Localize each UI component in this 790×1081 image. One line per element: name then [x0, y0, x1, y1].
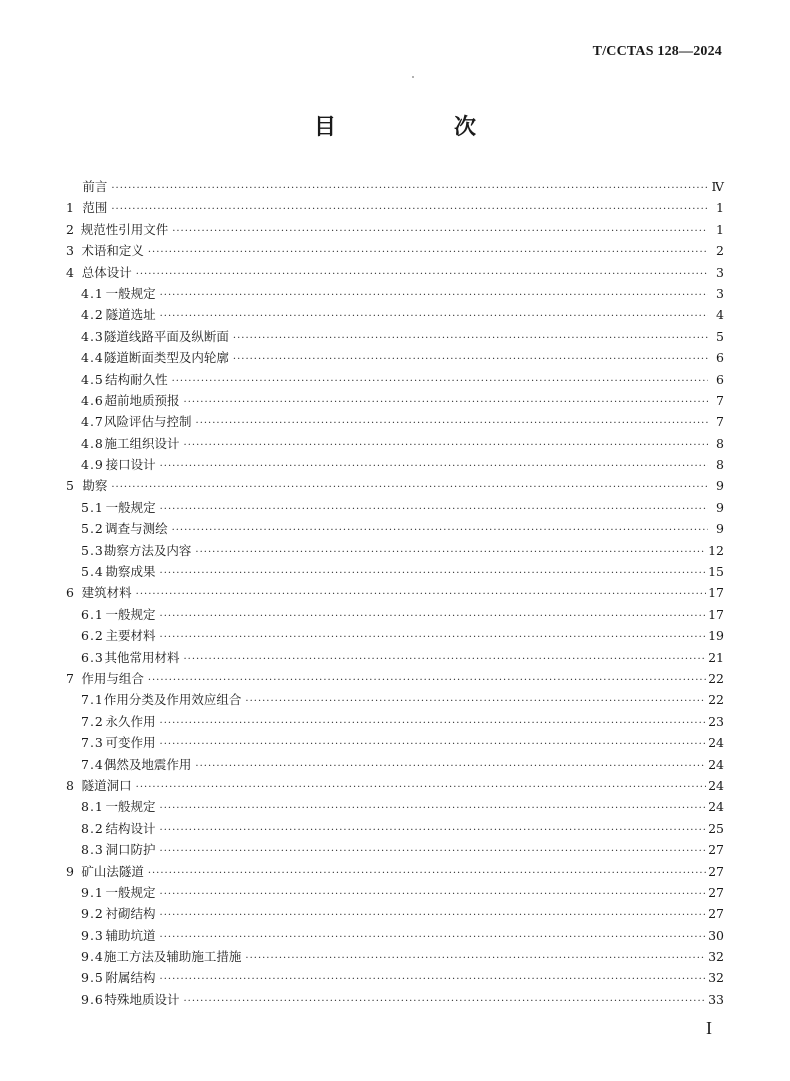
toc-entry-page: 3 — [716, 264, 724, 280]
toc-entry-title: 隧道洞口 — [81, 777, 132, 793]
toc-entry-number: 5.1 — [81, 499, 104, 515]
dot-leader — [111, 178, 708, 199]
dot-leader — [245, 691, 706, 712]
toc-entry-title: 术语和定义 — [81, 243, 144, 259]
toc-entry-title: 超前地质预报 — [104, 392, 180, 408]
toc-entry-title: 附属结构 — [105, 970, 156, 986]
toc-entry-page: 3 — [716, 285, 724, 301]
toc-entry[interactable] — [66, 754, 724, 775]
toc-entry[interactable] — [66, 497, 724, 518]
toc-entry[interactable] — [66, 689, 724, 710]
toc-entry[interactable] — [66, 475, 724, 496]
toc-entry[interactable] — [66, 369, 724, 390]
toc-entry-page: 8 — [716, 435, 724, 451]
dot-leader — [160, 969, 707, 990]
toc-entry-page: 27 — [708, 842, 724, 858]
toc-entry-page: 9 — [716, 478, 724, 494]
toc-entry-title: 隧道线路平面及纵断面 — [103, 328, 229, 344]
dot-leader — [160, 841, 707, 862]
toc-entry-title: 勘察成果 — [105, 564, 156, 580]
dot-leader — [160, 713, 707, 734]
dot-leader — [111, 199, 708, 220]
toc-entry-number: 9.6 — [81, 991, 104, 1007]
toc-entry[interactable] — [66, 326, 724, 347]
toc-entry-number: 8 — [66, 777, 74, 793]
toc-entry-page: 27 — [708, 863, 724, 879]
toc-entry-title: 一般规定 — [105, 499, 156, 515]
dot-leader — [160, 798, 707, 819]
toc-entry-title: 隧道断面类型及内轮廓 — [103, 350, 229, 366]
dot-leader — [136, 264, 708, 285]
toc-entry-number: 4.6 — [81, 392, 104, 408]
toc-entry-title: 主要材料 — [105, 628, 156, 644]
toc-entry-page: 23 — [708, 713, 724, 729]
dot-leader — [172, 221, 708, 242]
toc-entry-number: 5 — [66, 478, 74, 494]
toc-entry-title: 结构耐久性 — [105, 371, 168, 387]
toc-entry[interactable] — [66, 390, 724, 411]
toc-entry-title: 总体设计 — [81, 264, 132, 280]
toc-entry-page: 6 — [716, 371, 724, 387]
toc-entry-title: 规范性引用文件 — [80, 221, 169, 237]
toc-entry-page: 8 — [716, 457, 724, 473]
toc-entry[interactable] — [66, 518, 724, 539]
toc-entry[interactable] — [66, 433, 724, 454]
toc-entry-number: 4.4 — [81, 350, 104, 366]
toc-entry-number: 4.2 — [81, 307, 104, 323]
dot-leader — [160, 884, 707, 905]
dot-leader — [160, 563, 707, 584]
toc-entry-title: 偶然及地震作用 — [103, 756, 192, 772]
toc-entry-title: 洞口防护 — [105, 842, 156, 858]
toc-entry[interactable] — [66, 711, 724, 732]
toc-entry-page: 27 — [708, 906, 724, 922]
toc-entry[interactable] — [66, 347, 724, 368]
toc-entry-number: 7.1 — [81, 692, 104, 708]
toc-entry-number: 4.1 — [81, 285, 104, 301]
dot-leader — [233, 328, 708, 349]
toc-entry-title: 范围 — [82, 200, 108, 216]
toc-entry-number: 7.2 — [81, 713, 104, 729]
toc-entry-title: 矿山法隧道 — [81, 863, 144, 879]
toc-entry-title: 一般规定 — [105, 884, 156, 900]
toc-entry-title: 作用分类及作用效应组合 — [103, 692, 242, 708]
toc-entry[interactable] — [66, 240, 724, 261]
toc-entry[interactable] — [66, 989, 724, 1010]
toc-entry-title: 前言 — [82, 179, 108, 194]
toc-entry-number: 6.3 — [81, 649, 104, 665]
dot-leader — [183, 991, 706, 1012]
toc-entry-title: 可变作用 — [105, 735, 156, 751]
toc-entry-number: 6.1 — [81, 606, 104, 622]
toc-entry-title: 调查与测绘 — [105, 521, 168, 537]
toc-entry[interactable] — [66, 411, 724, 432]
toc-entry[interactable] — [66, 796, 724, 817]
toc-entry-number: 7 — [66, 670, 74, 686]
toc-entry-page: 24 — [708, 735, 724, 751]
toc-entry-title: 作用与组合 — [81, 670, 144, 686]
toc-entry[interactable] — [66, 625, 724, 646]
toc-entry-number: 7.3 — [81, 735, 104, 751]
toc-entry-number: 4 — [66, 264, 74, 280]
toc-entry-title: 施工组织设计 — [104, 435, 180, 451]
document-code: T/CCTAS 128—2024 — [592, 44, 722, 59]
toc-entry-title: 永久作用 — [105, 713, 156, 729]
toc-entry-number: 6 — [66, 585, 74, 601]
dot-leader — [136, 584, 706, 605]
toc-entry-page: 6 — [716, 350, 724, 366]
toc-entry-page: 2 — [716, 243, 724, 259]
dot-leader — [233, 349, 708, 370]
scan-dot — [412, 76, 414, 78]
dot-leader — [148, 242, 708, 263]
toc-entry-title: 衬砌结构 — [105, 906, 156, 922]
dot-leader — [196, 413, 708, 434]
toc-entry-page: 22 — [708, 670, 724, 686]
dot-leader — [245, 948, 706, 969]
toc-entry[interactable] — [66, 176, 724, 197]
toc-entry[interactable] — [66, 304, 724, 325]
toc-entry-number: 5.3 — [81, 542, 104, 558]
toc-entry-number: 3 — [66, 243, 74, 259]
dot-leader — [160, 606, 707, 627]
toc-entry-page: 9 — [716, 521, 724, 537]
dot-leader — [111, 477, 708, 498]
toc-entry-number: 7.4 — [81, 756, 104, 772]
toc-entry[interactable] — [66, 925, 724, 946]
toc-entry-page: 15 — [708, 564, 724, 580]
toc-entry-title: 勘察方法及内容 — [103, 542, 192, 558]
dot-leader — [148, 863, 706, 884]
toc-entry-title: 施工方法及辅助施工措施 — [103, 949, 242, 965]
toc-entry-title: 结构设计 — [105, 820, 156, 836]
toc-entry-page: 25 — [708, 820, 724, 836]
toc-entry-page: 9 — [716, 499, 724, 515]
toc-entry[interactable] — [66, 861, 724, 882]
toc-entry-number: 6.2 — [81, 628, 104, 644]
dot-leader — [160, 734, 707, 755]
toc-entry-number: 4.3 — [81, 328, 104, 344]
toc-entry-title: 隧道选址 — [105, 307, 156, 323]
dot-leader — [148, 670, 706, 691]
toc-entry-title: 接口设计 — [105, 457, 156, 473]
toc-entry-title: 风险评估与控制 — [104, 414, 192, 430]
toc-entry-number: 2 — [66, 221, 74, 237]
dot-leader — [160, 927, 707, 948]
toc-entry[interactable] — [66, 903, 724, 924]
dot-leader — [160, 456, 708, 477]
toc-entry-page: 24 — [708, 799, 724, 815]
dot-leader — [160, 285, 708, 306]
toc-entry-page: 17 — [708, 585, 724, 601]
toc-entry-page: 12 — [708, 542, 724, 558]
toc-entry[interactable] — [66, 283, 724, 304]
toc-entry[interactable] — [66, 839, 724, 860]
toc-entry-page: 1 — [716, 221, 724, 237]
dot-leader — [184, 392, 708, 413]
toc-entry-number: 9 — [66, 863, 74, 879]
toc-entry-page: 7 — [716, 392, 724, 408]
toc-entry-number: 9.5 — [81, 970, 104, 986]
dot-leader — [160, 627, 707, 648]
toc-entry-page: 21 — [708, 649, 724, 665]
dot-leader — [195, 542, 706, 563]
dot-leader — [160, 820, 707, 841]
toc-entry[interactable] — [66, 540, 724, 561]
dot-leader — [184, 435, 708, 456]
toc-entry[interactable] — [66, 561, 724, 582]
toc-entry-number: 8.3 — [81, 842, 104, 858]
toc-entry-page: 1 — [716, 200, 724, 216]
toc-entry-title: 其他常用材料 — [104, 649, 180, 665]
toc-entry-number: 4.7 — [81, 414, 104, 430]
toc-entry-page: 22 — [708, 692, 724, 708]
toc-entry-title: 一般规定 — [105, 799, 156, 815]
toc-entry[interactable] — [66, 775, 724, 796]
toc-entry-title: 辅助坑道 — [105, 927, 156, 943]
toc-entry-number: 9.4 — [81, 949, 104, 965]
dot-leader — [183, 649, 706, 670]
toc-entry-page: Ⅳ — [711, 179, 724, 194]
toc-entry-page: 17 — [708, 606, 724, 622]
toc-entry[interactable] — [66, 818, 724, 839]
toc-entry[interactable] — [66, 262, 724, 283]
toc-entry-number: 5.4 — [81, 564, 104, 580]
toc-entry-title: 勘察 — [82, 478, 108, 494]
toc-entry-title: 特殊地质设计 — [104, 991, 180, 1007]
toc-entry-number: 8.2 — [81, 820, 104, 836]
dot-leader — [136, 777, 706, 798]
page-title: 目 次 — [313, 114, 524, 140]
toc-entry-number: 9.2 — [81, 906, 104, 922]
toc-entry-page: 30 — [708, 927, 724, 943]
toc-entry[interactable] — [66, 946, 724, 967]
page-number: I — [706, 1018, 712, 1038]
toc-entry-number: 9.3 — [81, 927, 104, 943]
toc-entry-page: 32 — [708, 949, 724, 965]
toc-entry-page: 27 — [708, 884, 724, 900]
toc-entry-page: 24 — [708, 756, 724, 772]
toc-entry-page: 32 — [708, 970, 724, 986]
toc-entry-number: 8.1 — [81, 799, 104, 815]
dot-leader — [160, 499, 708, 520]
toc-entry-title: 一般规定 — [105, 606, 156, 622]
toc-entry-number: 9.1 — [81, 884, 104, 900]
toc-entry[interactable] — [66, 219, 724, 240]
toc-entry[interactable] — [66, 967, 724, 988]
toc-entry-number: 4.8 — [81, 435, 104, 451]
toc-entry[interactable] — [66, 454, 724, 475]
toc-entry-page: 7 — [716, 414, 724, 430]
toc-entry[interactable] — [66, 668, 724, 689]
dot-leader — [160, 905, 707, 926]
toc-entry[interactable] — [66, 604, 724, 625]
toc-entry[interactable] — [66, 732, 724, 753]
toc-entry[interactable] — [66, 197, 724, 218]
toc-entry-title: 建筑材料 — [81, 585, 132, 601]
toc-entry-page: 4 — [716, 307, 724, 323]
toc-entry[interactable] — [66, 582, 724, 603]
toc-entry[interactable] — [66, 882, 724, 903]
toc-entry-page: 24 — [708, 777, 724, 793]
toc-entry-number: 4.9 — [81, 457, 104, 473]
toc-entry-page: 19 — [708, 628, 724, 644]
toc-entry-number: 5.2 — [81, 521, 104, 537]
toc-entry-title: 一般规定 — [105, 285, 156, 301]
dot-leader — [172, 371, 708, 392]
dot-leader — [195, 756, 706, 777]
dot-leader — [172, 520, 708, 541]
toc-entry-number: 4.5 — [81, 371, 104, 387]
toc-entry-page: 33 — [708, 991, 724, 1007]
table-of-contents — [66, 176, 724, 1010]
toc-entry-number: 1 — [66, 200, 74, 216]
toc-entry-page: 5 — [716, 328, 724, 344]
toc-entry[interactable] — [66, 647, 724, 668]
dot-leader — [160, 306, 708, 327]
